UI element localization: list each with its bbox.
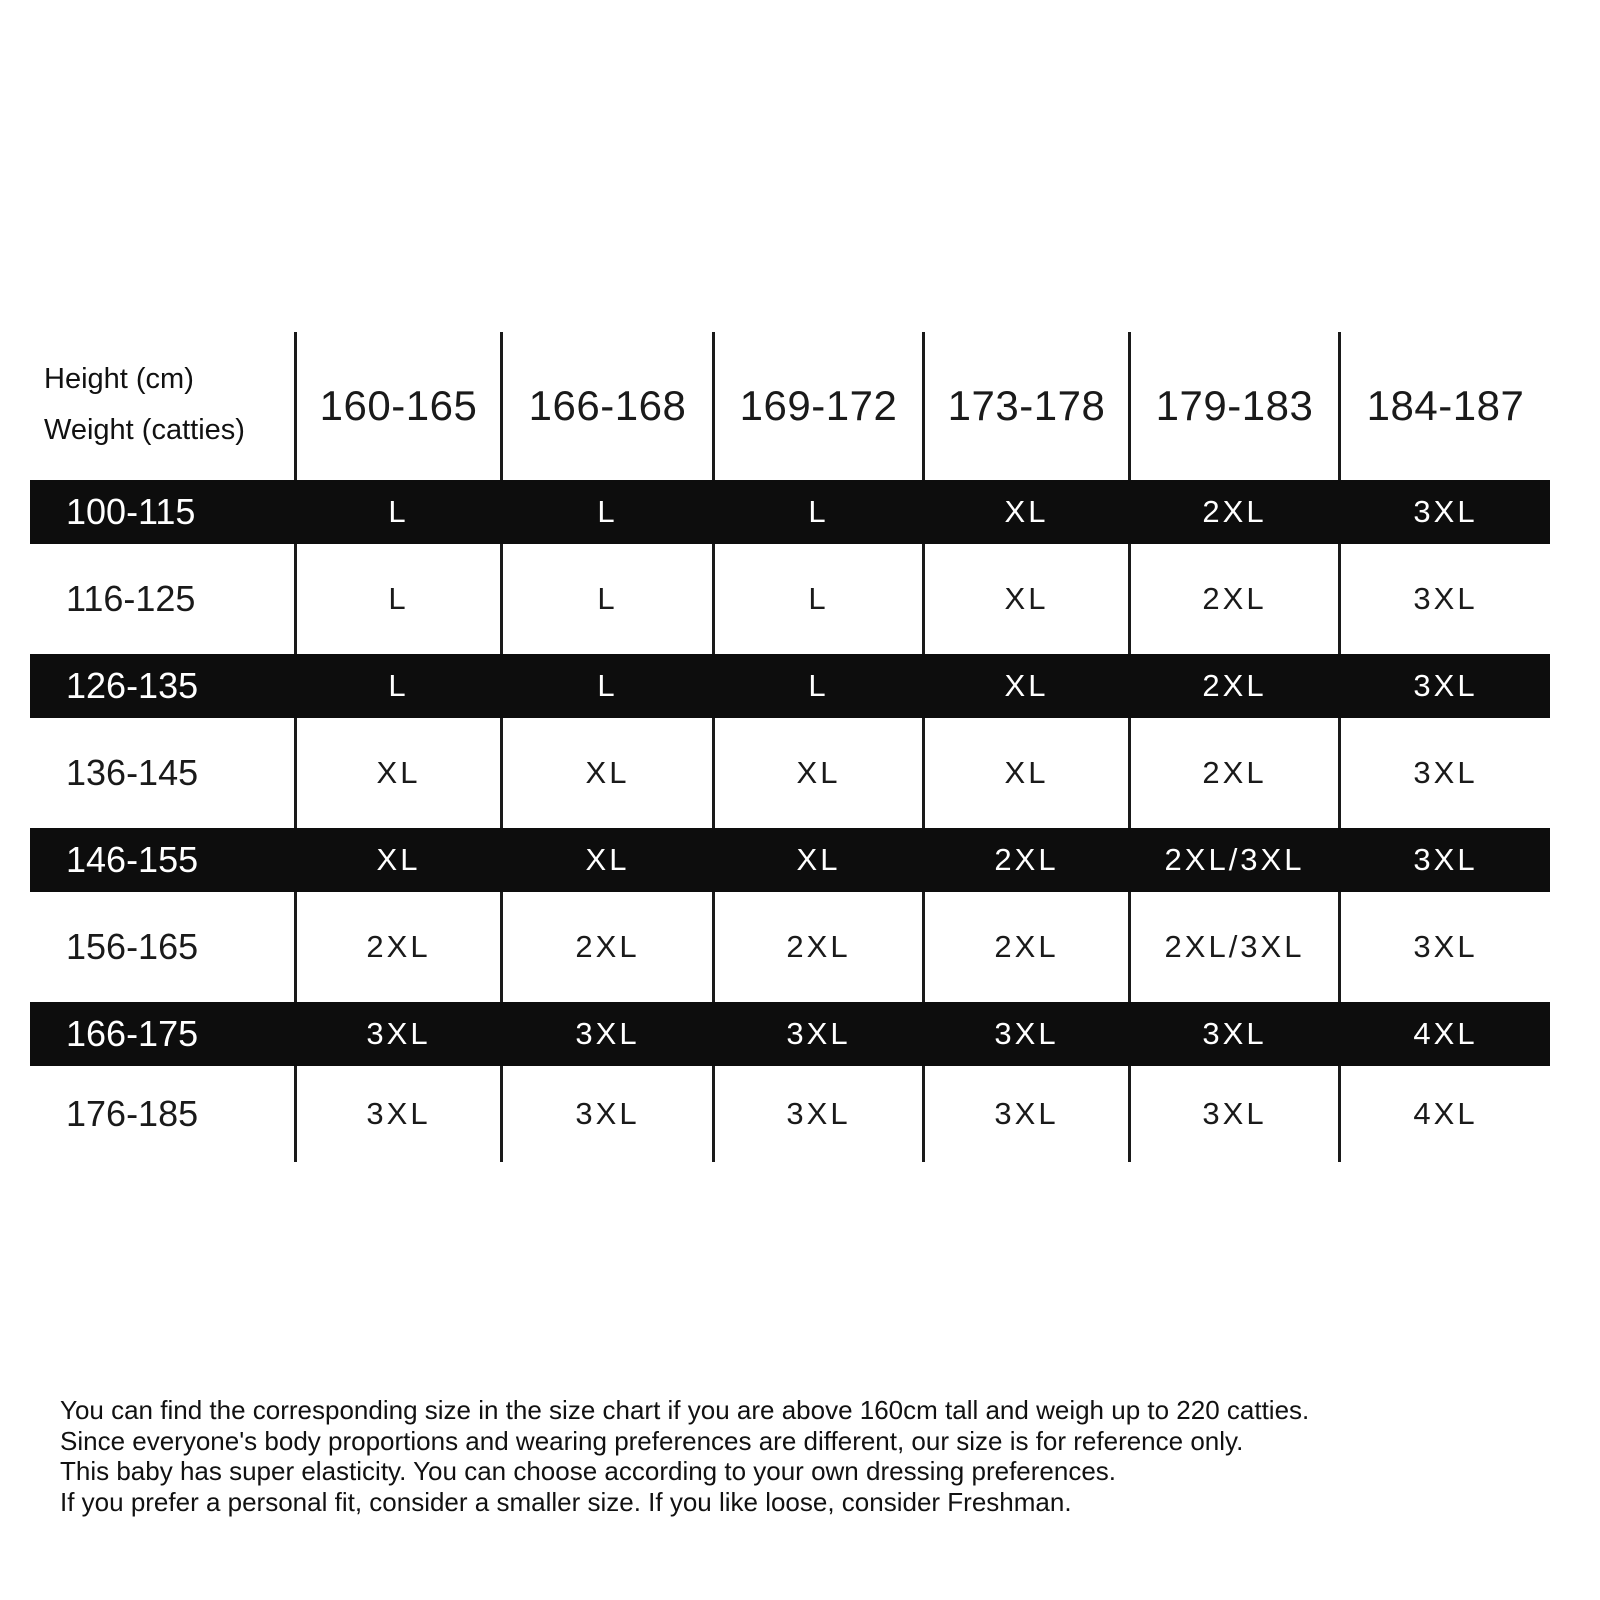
size-cell: L	[597, 668, 618, 703]
table-row	[30, 892, 1550, 1002]
weight-label: Weight (catties)	[44, 414, 245, 446]
size-cell: XL	[585, 842, 630, 877]
size-cell: XL	[1004, 755, 1049, 790]
size-cell: 3XL	[1413, 581, 1478, 616]
weight-cell: 166-175	[66, 1013, 199, 1054]
height-column-header: 173-178	[947, 382, 1106, 429]
table-row	[30, 1066, 1550, 1162]
table-row	[30, 828, 1550, 892]
size-cell: 3XL	[786, 1016, 851, 1051]
table-row	[30, 654, 1550, 718]
table-row	[30, 1002, 1550, 1066]
size-cell: XL	[1004, 668, 1049, 703]
size-cell: 3XL	[366, 1096, 431, 1131]
size-cell: L	[388, 494, 409, 529]
height-column-header: 166-168	[528, 382, 687, 429]
size-cell: 2XL	[1202, 668, 1267, 703]
weight-cell: 156-165	[66, 926, 199, 967]
size-cell: 4XL	[1413, 1016, 1478, 1051]
size-cell: L	[597, 581, 618, 616]
size-cell: XL	[796, 755, 841, 790]
header-axis-labels	[44, 354, 245, 456]
table-body	[30, 480, 1550, 1162]
size-cell: 3XL	[1202, 1016, 1267, 1051]
size-cell: 3XL	[1413, 668, 1478, 703]
size-cell: L	[808, 581, 829, 616]
note-line: Since everyone's body proportions and wearing preferences are different, our size is for reference only.	[60, 1425, 1244, 1456]
height-label: Height (cm)	[44, 363, 194, 395]
weight-cell: 126-135	[66, 665, 199, 706]
weight-cell: 116-125	[66, 578, 196, 619]
size-cell: 3XL	[994, 1016, 1059, 1051]
size-cell: 3XL	[786, 1096, 851, 1131]
size-cell: L	[808, 494, 829, 529]
size-cell: 3XL	[1202, 1096, 1267, 1131]
size-cell: 3XL	[575, 1016, 640, 1051]
table-row	[30, 544, 1550, 654]
size-cell: 3XL	[1413, 755, 1478, 790]
size-cell: XL	[1004, 581, 1049, 616]
height-column-header: 184-187	[1366, 382, 1525, 429]
weight-cell: 100-115	[66, 491, 196, 532]
size-cell: 3XL	[575, 1096, 640, 1131]
size-cell: 2XL	[1202, 755, 1267, 790]
size-cell: XL	[376, 755, 421, 790]
size-cell: 3XL	[1413, 842, 1478, 877]
size-cell: L	[388, 668, 409, 703]
size-cell: 3XL	[366, 1016, 431, 1051]
weight-cell: 136-145	[66, 752, 199, 793]
size-cell: 2XL	[994, 929, 1059, 964]
size-cell: XL	[585, 755, 630, 790]
size-cell: 2XL	[1202, 581, 1267, 616]
note-line: You can find the corresponding size in the size chart if you are above 160cm tall and weigh up to 220 catties.	[60, 1395, 1310, 1425]
size-cell: 2XL/3XL	[1164, 929, 1305, 964]
size-cell: L	[808, 668, 829, 703]
size-cell: 3XL	[994, 1096, 1059, 1131]
size-cell: XL	[376, 842, 421, 877]
height-column-header: 160-165	[319, 382, 478, 429]
size-cell: 4XL	[1413, 1096, 1478, 1131]
size-cell: 2XL/3XL	[1164, 842, 1305, 877]
height-column-header: 169-172	[739, 382, 898, 429]
size-cell: L	[388, 581, 409, 616]
size-cell: 3XL	[1413, 929, 1478, 964]
table-row	[30, 718, 1550, 828]
table-header	[30, 332, 1550, 480]
size-cell: 2XL	[366, 929, 431, 964]
note-line: This baby has super elasticity. You can choose according to your own dressing preferences.	[60, 1456, 1117, 1486]
size-chart-table	[30, 332, 1550, 1162]
size-cell: XL	[1004, 494, 1049, 529]
weight-cell: 176-185	[66, 1093, 199, 1134]
table-row	[30, 480, 1550, 544]
note-line: If you prefer a personal fit, consider a smaller size. If you like loose, consider Freshman.	[60, 1486, 1072, 1517]
size-cell: XL	[796, 842, 841, 877]
size-notes	[60, 1395, 1309, 1517]
size-cell: 2XL	[786, 929, 851, 964]
size-cell: 2XL	[1202, 494, 1267, 529]
size-cell: 3XL	[1413, 494, 1478, 529]
size-cell: L	[597, 494, 618, 529]
height-column-header: 179-183	[1155, 382, 1314, 429]
weight-cell: 146-155	[66, 839, 199, 880]
size-cell: 2XL	[994, 842, 1059, 877]
size-cell: 2XL	[575, 929, 640, 964]
